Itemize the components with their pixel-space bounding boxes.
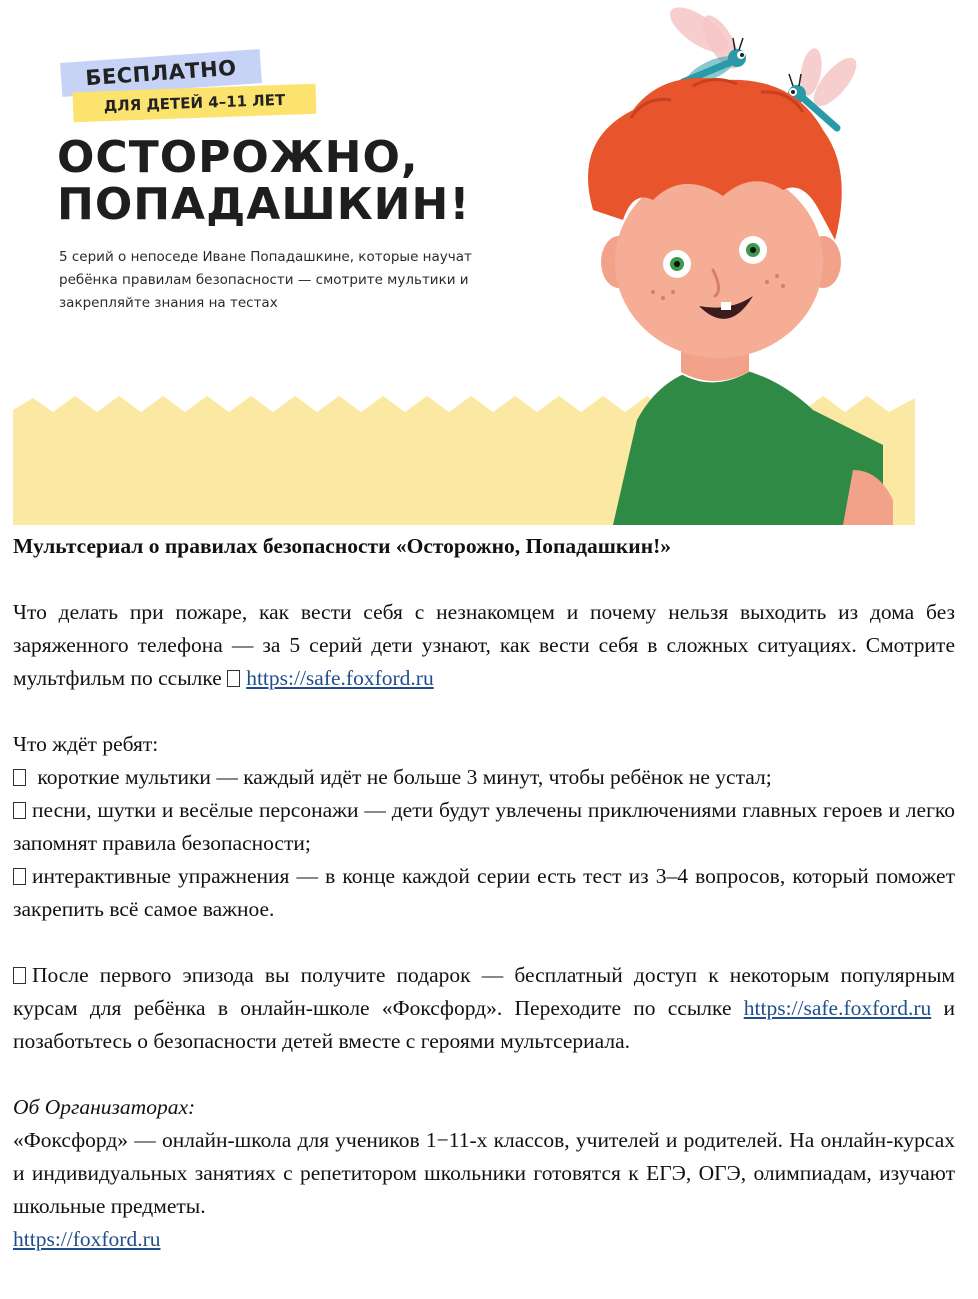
intro-link[interactable]: https://safe.foxford.ru <box>246 666 434 690</box>
intro-paragraph <box>13 596 955 695</box>
banner-title-line2: ПОПАДАШКИН! <box>57 179 471 230</box>
list-item <box>13 794 955 860</box>
org-link[interactable]: https://foxford.ru <box>13 1227 161 1251</box>
org-heading-text: Об Организаторах: <box>13 1095 196 1119</box>
bullet-icon <box>13 769 26 786</box>
list-item-text: короткие мультики — каждый идёт не больше 3 минут, чтобы ребёнок не устал; <box>37 765 772 789</box>
gift-text-end: и позаботьтесь о безопасности детей вместе с героями мультсериала. <box>13 996 956 1053</box>
list-item <box>13 761 955 794</box>
org-heading <box>13 1091 955 1124</box>
badge-free: БЕСПЛАТНО <box>60 49 262 97</box>
promo-banner <box>13 0 915 525</box>
org-link-line <box>13 1223 955 1256</box>
dragonfly-icon <box>663 0 746 89</box>
bullet-icon <box>13 802 26 819</box>
list-item <box>13 860 955 926</box>
bullet-icon <box>13 868 26 885</box>
intro-text: Что делать при пожаре, как вести себя с незнакомцем и почему нельзя выходить из дома без заряженного телефона — за 5 серий дети узнают, как вести себя в сложных ситуациях. Смотрите мультфильм по ссылке <box>13 600 955 690</box>
list-item-text: песни, шутки и весёлые персонажи — дети будут увлечены приключениями главных героев и легко запомнят правила безопасности; <box>13 798 955 855</box>
banner-title <box>57 134 470 228</box>
gift-paragraph <box>13 959 955 1058</box>
list-heading: Что ждёт ребят: <box>13 732 159 756</box>
document-body <box>13 530 955 1256</box>
gift-icon <box>13 967 26 984</box>
banner-subtitle: 5 серий о непоседе Иване Попадашкине, которые научат ребёнка правилам безопасности — смотрите мультики и закрепляйте знания на тестах <box>59 249 472 311</box>
gift-link[interactable]: https://safe.foxford.ru <box>743 996 932 1020</box>
article-heading: Мультсериал о правилах безопасности «Осторожно, Попадашкин!» <box>13 534 671 558</box>
list-item-text: интерактивные упражнения — в конце каждой серии есть тест из 3–4 вопросов, который поможет закрепить всё самое важное. <box>13 864 955 921</box>
banner-title-line1: ОСТОРОЖНО, <box>57 132 419 183</box>
badge-age: ДЛЯ ДЕТЕЙ 4–11 ЛЕТ <box>73 84 317 122</box>
org-paragraph: «Фоксфорд» — онлайн-школа для учеников 1−11-х классов, учителей и родителей. На онлайн-курсах и индивидуальных занятиях с репетитором школьники готовятся к ЕГЭ, ОГЭ, олимпиадам, изучают школьные предметы. <box>13 1128 955 1218</box>
gift-text: После первого эпизода вы получите подарок — бесплатный доступ к некоторым популярным курсам для ребёнка в онлайн-школе «Фоксфорд». Переходите по ссылке <box>13 963 955 1020</box>
pointer-icon <box>227 670 240 687</box>
boy-illustration <box>553 0 915 525</box>
